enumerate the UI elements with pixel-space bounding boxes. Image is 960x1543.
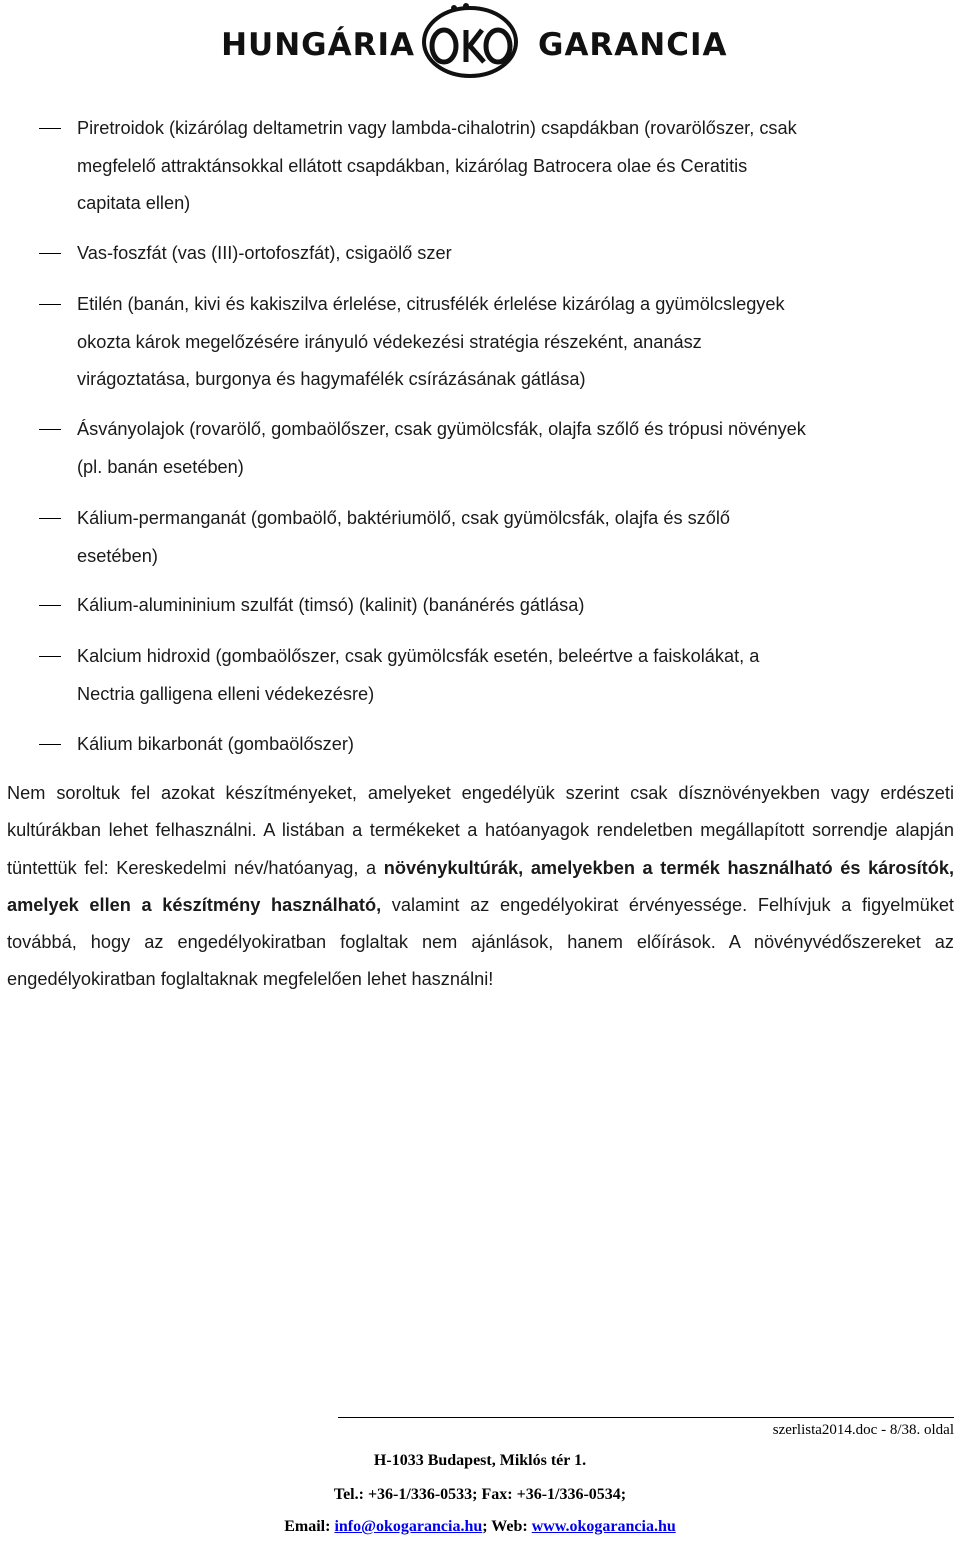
list-item-text: Etilén (banán, kivi és kakiszilva érlelése, citrusfélék érlelése kizárólag a gyümölcslegyek okozta károk megelőzésére irányuló védekezési stratégia részeként, ananász virágoztatása, burgonya és hagymafélék csírázásának gátlása) xyxy=(77,294,785,389)
dash-bullet xyxy=(39,429,61,430)
bold-emphasis: növénykultúrák, amelyekben a termék használható és károsítók, amelyek ellen a készítmény használható, xyxy=(7,857,954,915)
footer-contact: Email: info@okogarancia.hu; Web: www.okogarancia.hu xyxy=(284,1518,676,1535)
dash-bullet xyxy=(39,744,61,745)
footer-address: H-1033 Budapest, Miklós tér 1. xyxy=(373,1452,587,1469)
list-item-text: Piretroidok (kizárólag deltametrin vagy lambda-cihalotrin) csapdákban (rovarölőszer, csak megfelelő attraktánsokkal ellátott csapdákban, kizárólag Batrocera olae és Ceratitis capitata ellen) xyxy=(77,118,797,213)
dash-bullet xyxy=(39,518,61,519)
page-info: szerlista2014.doc - 8/38. oldal xyxy=(772,1422,954,1438)
footer-divider xyxy=(338,1417,954,1418)
logo-wordmark-left: HUNGÁRIA xyxy=(221,27,415,63)
dash-bullet xyxy=(39,304,61,305)
email-link[interactable]: info@okogarancia.hu xyxy=(334,1518,483,1535)
list-item-text: Kálium-permanganát (gombaölő, baktériumölő, csak gyümölcsfák, olajfa és szőlő esetében) xyxy=(77,508,731,566)
oko-emblem-icon xyxy=(410,0,530,80)
footer-phone: Tel.: +36-1/336-0533; Fax: +36-1/336-0534; xyxy=(333,1486,627,1503)
dash-bullet xyxy=(39,605,61,606)
list-item-text: Kalcium hidroxid (gombaölőszer, csak gyümölcsfák esetén, beleértve a faiskolákat, a Nectria galligena elleni védekezésre) xyxy=(77,646,760,704)
list-item-text: Kálium bikarbonát (gombaölőszer) xyxy=(77,734,354,754)
logo-wordmark-right: GARANCIA xyxy=(538,27,728,63)
list-item-text: Vas-foszfát (vas (III)-ortofoszfát), csigaölő szer xyxy=(77,243,452,263)
list-item-text: Ásványolajok (rovarölő, gombaölőszer, csak gyümölcsfák, olajfa szőlő és trópusi növények (pl. banán esetében) xyxy=(77,419,806,477)
dash-bullet xyxy=(39,253,61,254)
dash-bullet xyxy=(39,656,61,657)
body-paragraph: Nem soroltuk fel azokat készítményeket, amelyeket engedélyük szerint csak dísznövényekben vagy erdészeti kultúrákban lehet felhasználni. A listában a termékeket a hatóanyagok rendeletben megállapított sorrendje alapján tüntettük fel: Kereskedelmi név/hatóanyag, a növénykultúrák, amelyekben a termék használható és károsítók, amelyek ellen a készítmény használható, valamint az engedélyokirat érvényessége. Felhívjuk a figyelmüket továbbá, hogy az engedélyokiratban foglaltak nem ajánlások, hanem előírások. A növényvédőszereket az engedélyokiratban foglaltaknak megfelelően lehet használni! xyxy=(7,783,954,990)
web-link[interactable]: www.okogarancia.hu xyxy=(531,1518,676,1535)
company-logo xyxy=(0,0,960,80)
dash-bullet xyxy=(39,128,61,129)
list-item-text: Kálium-alumininium szulfát (timsó) (kalinit) (banánérés gátlása) xyxy=(77,595,585,615)
